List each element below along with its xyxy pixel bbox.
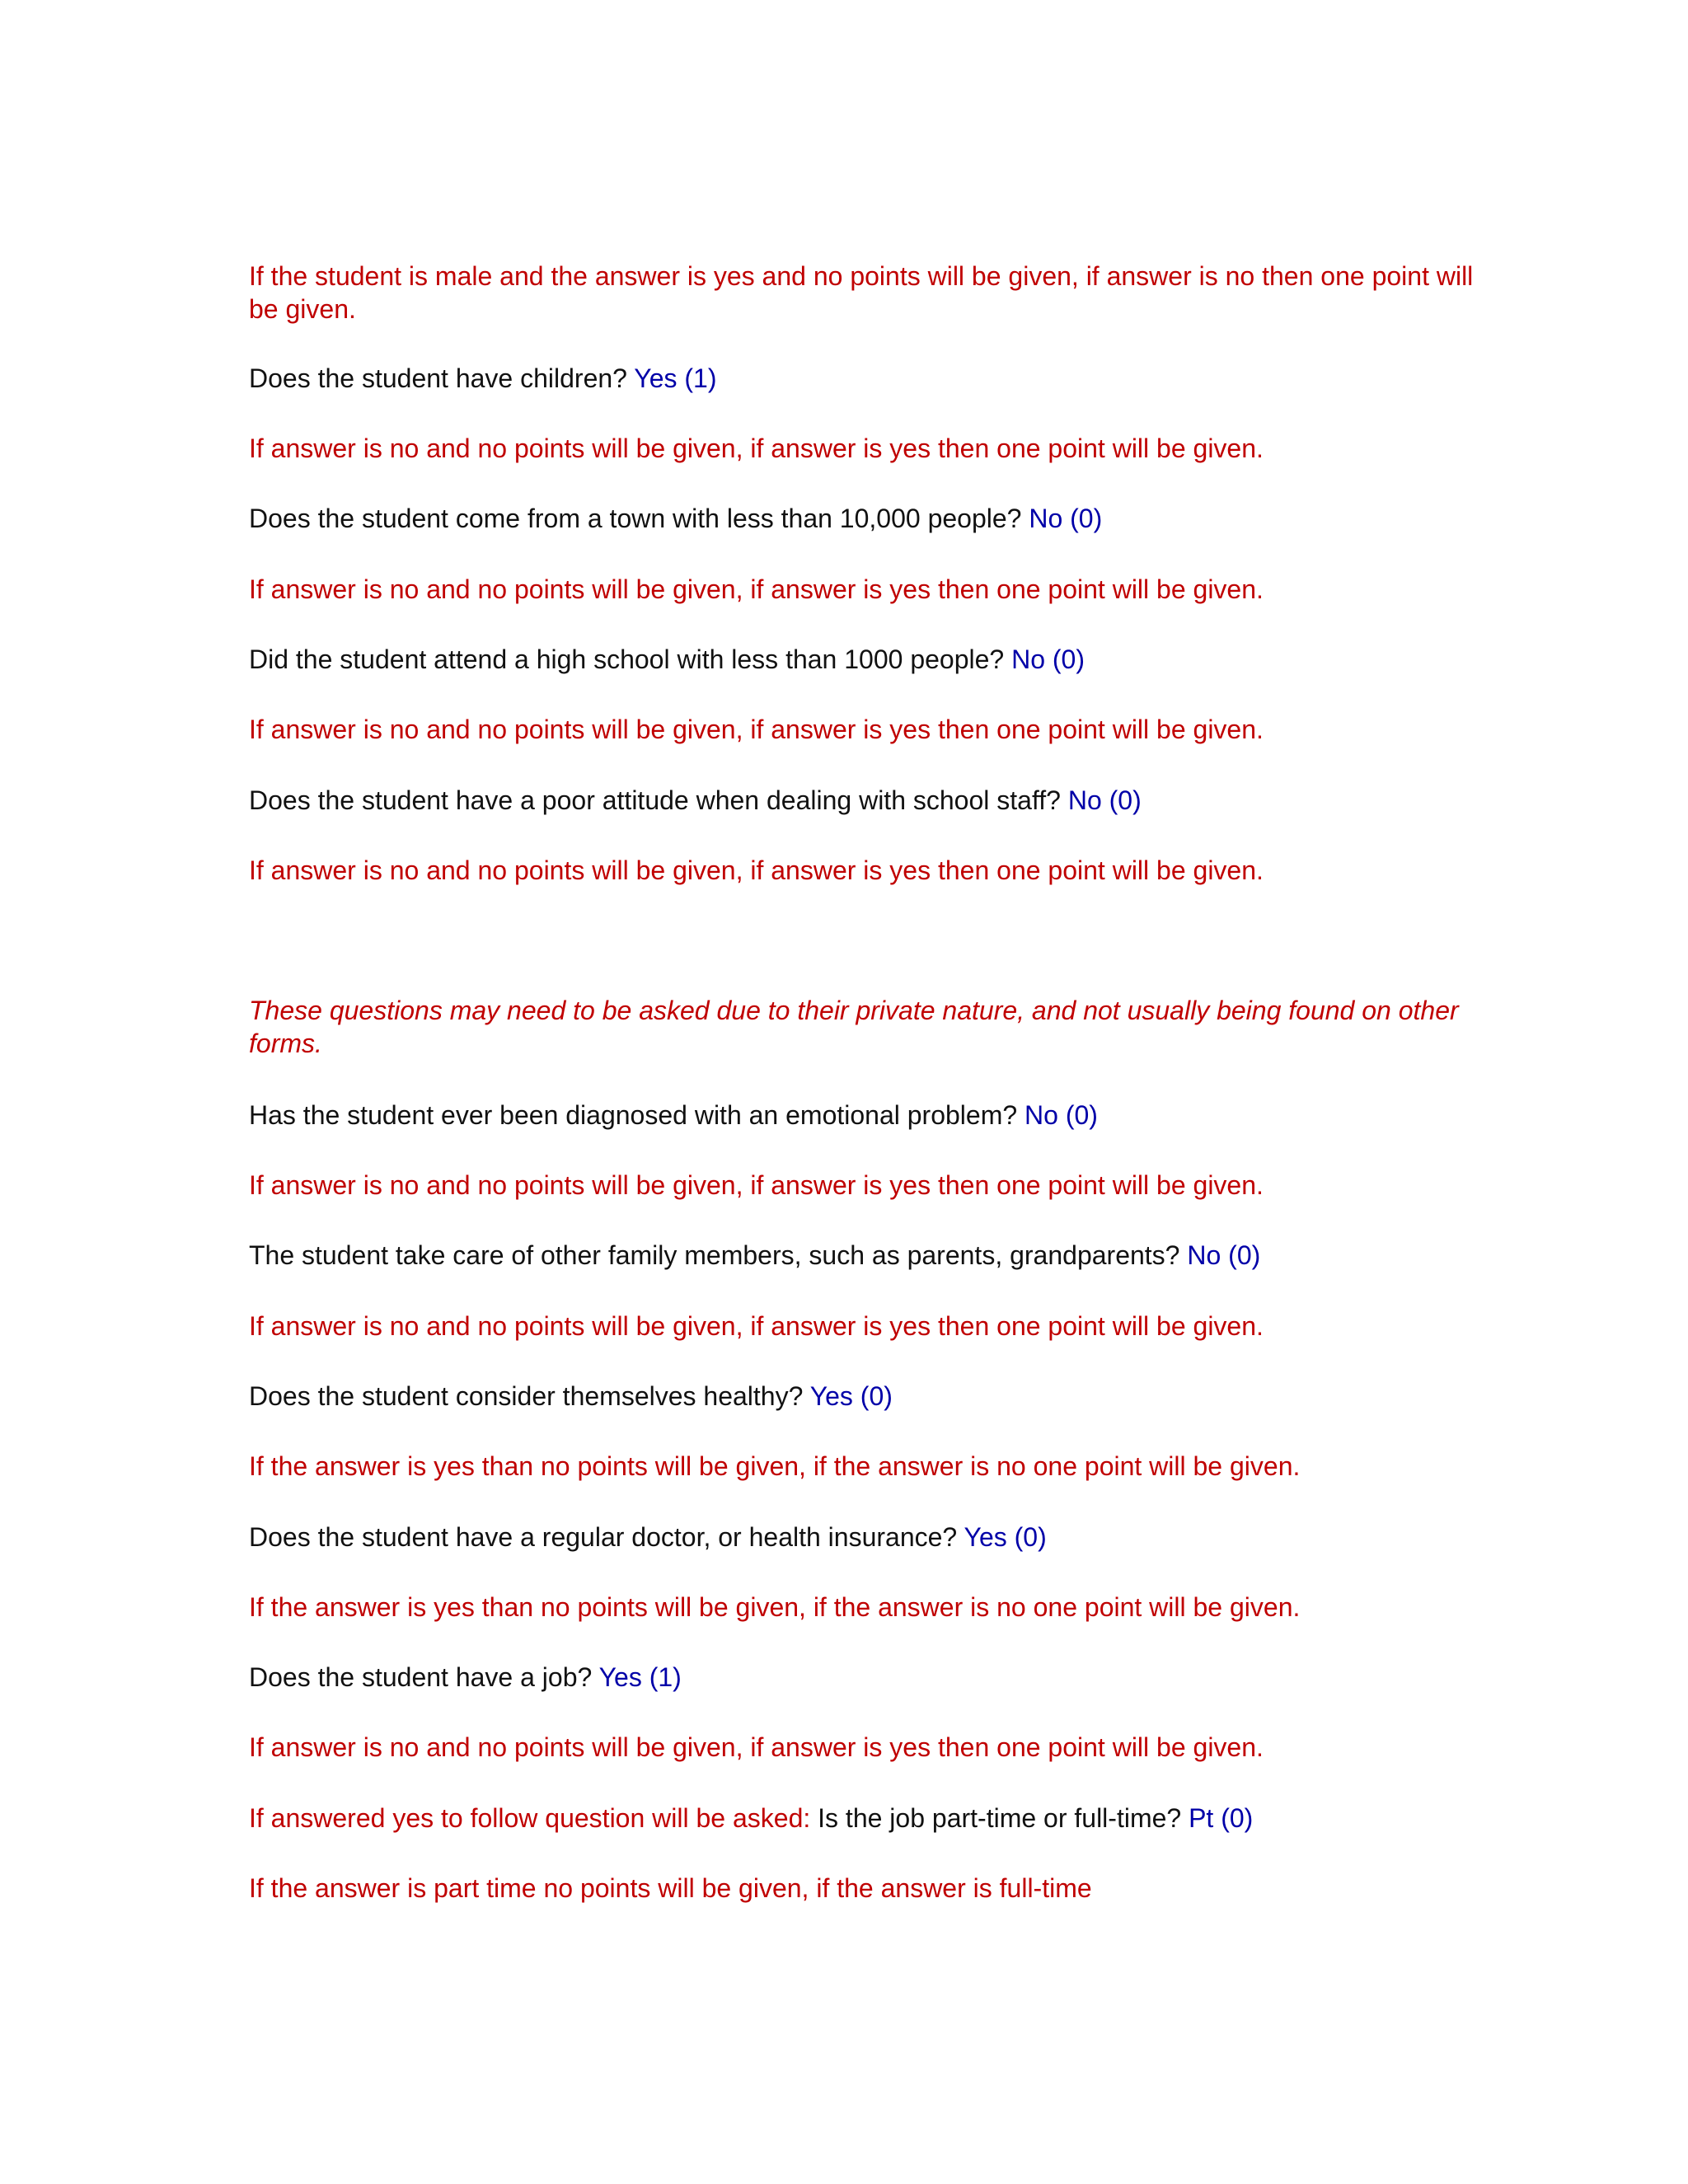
followup-prefix: If answered yes to follow question will be asked: — [249, 1803, 811, 1833]
answer-value: Yes (0) — [809, 1381, 893, 1411]
rule-text: If answer is no and no points will be given, if answer is yes then one point will be given. — [249, 1170, 1264, 1200]
rule-text: If answer is no and no points will be given, if answer is yes then one point will be given. — [249, 855, 1264, 885]
question-line — [249, 502, 1502, 535]
answer-value: Pt (0) — [1189, 1803, 1254, 1833]
question-text: The student take care of other family members, such as parents, grandparents? — [249, 1240, 1180, 1270]
section-note: These questions may need to be asked due to their private nature, and not usually being found on other forms. — [249, 996, 1459, 1058]
answer-value: Yes (1) — [598, 1662, 682, 1692]
answer-value: No (0) — [1187, 1240, 1261, 1270]
rule-text: If answer is no and no points will be given, if answer is yes then one point will be given. — [249, 1311, 1264, 1341]
question-line — [249, 1239, 1502, 1272]
answer-value: No (0) — [1029, 504, 1103, 533]
rule-text: If the answer is yes than no points will be given, if the answer is no one point will be given. — [249, 1592, 1301, 1622]
question-line — [249, 1661, 1502, 1694]
question-line — [249, 1380, 1502, 1413]
question-text: Is the job part-time or full-time? — [818, 1803, 1182, 1833]
rule-text: If the student is male and the answer is yes and no points will be given, if answer is no then one point will be given. — [249, 261, 1474, 324]
question-line — [249, 784, 1502, 817]
rule-text: If answer is no and no points will be given, if answer is yes then one point will be given. — [249, 434, 1264, 463]
rule-text: If answer is no and no points will be given, if answer is yes then one point will be given. — [249, 715, 1264, 744]
answer-value: No (0) — [1067, 785, 1142, 815]
question-text: Does the student have children? — [249, 363, 627, 393]
answer-value: Yes (1) — [634, 363, 717, 393]
question-text: Does the student come from a town with less than 10,000 people? — [249, 504, 1022, 533]
rule-text: If the answer is yes than no points will be given, if the answer is no one point will be given. — [249, 1451, 1301, 1481]
answer-value: No (0) — [1025, 1100, 1098, 1130]
question-text: Does the student have a poor attitude when dealing with school staff? — [249, 785, 1061, 815]
question-text: Has the student ever been diagnosed with an emotional problem? — [249, 1100, 1018, 1130]
followup-question-line — [249, 1802, 1502, 1835]
question-line — [249, 643, 1502, 676]
question-text: Does the student have a job? — [249, 1662, 593, 1692]
rule-text: If answer is no and no points will be given, if answer is yes then one point will be given. — [249, 1732, 1264, 1762]
question-line — [249, 362, 1502, 395]
question-line — [249, 1521, 1502, 1554]
question-text: Does the student have a regular doctor, or health insurance? — [249, 1522, 958, 1552]
question-text: Did the student attend a high school with less than 1000 people? — [249, 644, 1005, 674]
question-text: Does the student consider themselves healthy? — [249, 1381, 804, 1411]
rule-text: If the answer is part time no points will be given, if the answer is full-time — [249, 1873, 1092, 1903]
answer-value: No (0) — [1011, 644, 1085, 674]
question-line — [249, 1099, 1502, 1132]
answer-value: Yes (0) — [964, 1522, 1047, 1552]
rule-text: If answer is no and no points will be given, if answer is yes then one point will be given. — [249, 574, 1264, 604]
